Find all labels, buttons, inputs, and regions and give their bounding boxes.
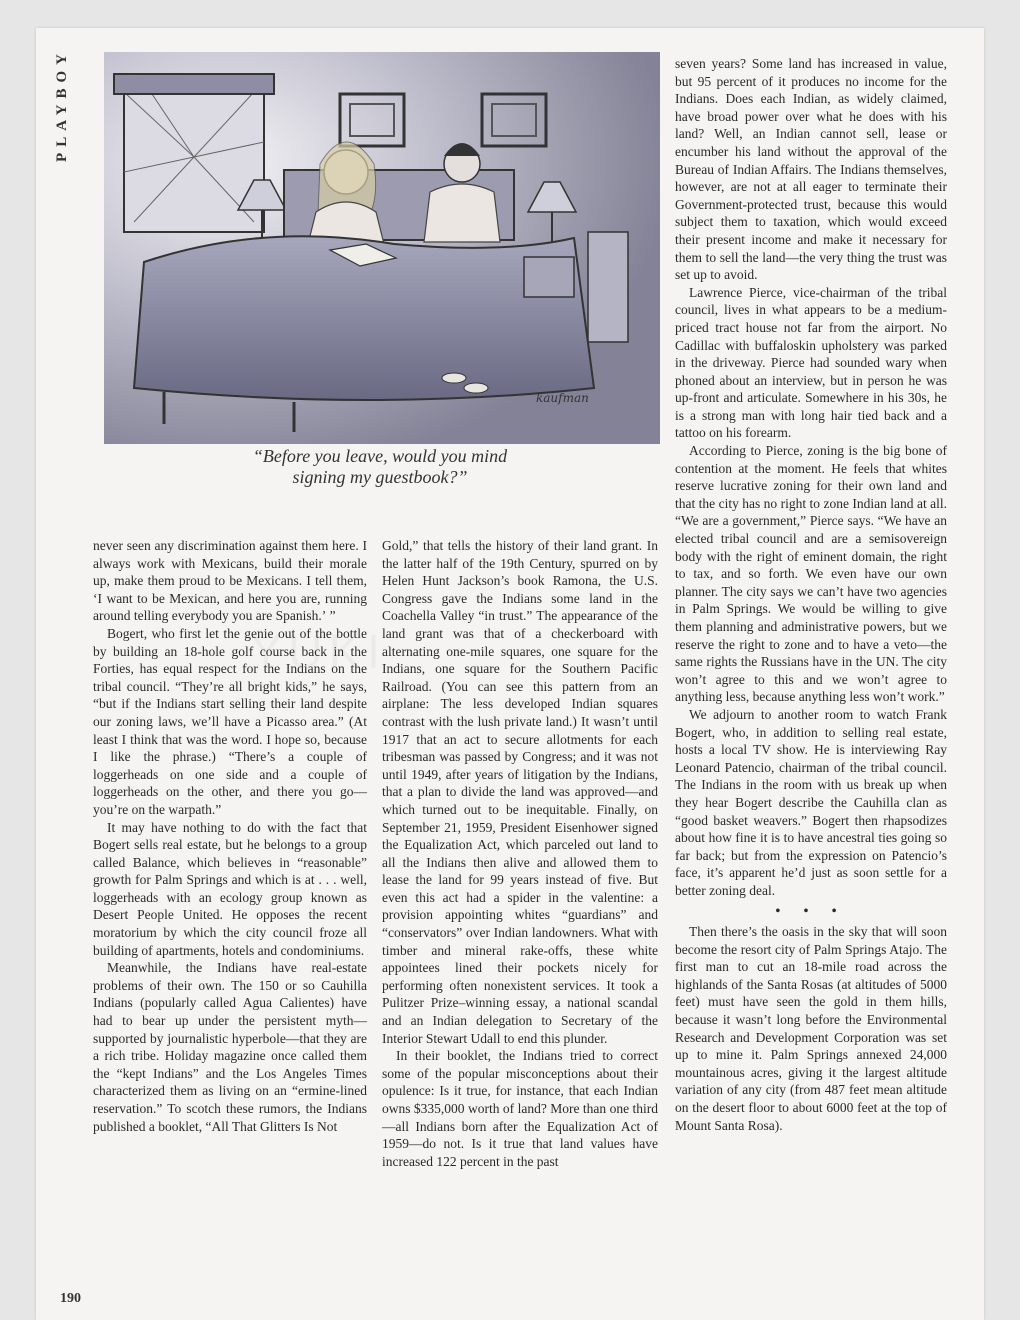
column-2	[382, 537, 658, 1170]
masthead: PLAYBOY	[54, 48, 70, 162]
paragraph: It may have nothing to do with the fact that Bogert sells real estate, but he belongs to a group called Balance, which believes in “reasonable” growth for Palm Springs and which is at . . . well, loggerheads with an ecology group known as Desert People United. He opposes the recent moratorium by which the city council froze all building of apartments, hotels and condominiums.	[93, 819, 367, 958]
paragraph: According to Pierce, zoning is the big bone of contention at the moment. He feels that whites reserve lucrative zoning for their own land and that the city has no right to zone Indian land at all. “We are a government,” Pierce says. “We have an elected tribal council and are a semisovereign body with the right of eminent domain, the right to tax, and so forth. We even have our own planner. The city says we can’t have two agencies in Palm Springs. We would be willing to give them planning and administrative powers, but we reserve the right to zone and to have a veto—the same rights the Russians have in the UN. The city won’t agree to this and we won’t agree to anything less, because anything less won’t work.”	[675, 443, 947, 705]
paragraph: Bogert, who first let the genie out of the bottle by building an 18-hole golf course back in the Forties, has equal respect for the Indians on the tribal council. “They’re all bright kids,” he says, “but if the Indians start selling their land despite our zoning laws, we’ll have a Picasso area.” (At least I think that was the word. I hope so, because I like the phrase.) “There’s a couple of loggerheads on one side and a couple of loggerheads on the other, and there you go—you’re on the warpath.”	[93, 625, 367, 817]
paragraph: never seen any discrimination against them here. I always work with Mexicans, build their morale up, make them proud to be Mexicans. I tell them, ‘I want to be Mexican, and here you are, running around telling everybody you are Spanish.’ ”	[93, 538, 367, 624]
paragraph: Gold,” that tells the history of their land grant. In the latter half of the 19th Century, spurred on by Helen Hunt Jackson’s book Ramona, the U.S. Congress gave the Indians some land in the Coachella Valley “in trust.” The appearance of the land grant was that of a checkerboard with alternating one-mile squares, one square for the Indians, one square for the Southern Pacific Railroad. (You can see this pattern from an airplane: The less developed Indian squares contrast with the lush private land.) It wasn’t until 1917 that an act to secure allotments for each tribesman was passed by Congress; and it was not until 1949, after years of litigation by the Indians, that a plan to divide the land was approved—and which turned out to be inequitable. Finally, on September 21, 1959, President Eisenhower signed the Equalization Act, which parceled out land to all the Indians then alive and allowed them to lease the land for 99 years instead of five. But even this act had a spider in the valentine: a provision appointing whites “guardians” and “conservators” over Indian landowners. What with timber and mineral rake-offs, these white appointees lined their pockets nicely for performing often nonexistent services. It took a Pulitzer Prize–winning essay, a national scandal and an Indian delegation to Secretary of the Interior Stewart Udall to end this plunder.	[382, 538, 658, 1046]
caption-line-2: signing my guestbook?”	[292, 467, 468, 487]
paragraph: Lawrence Pierce, vice-chairman of the tribal council, lives in what appears to be a medium-priced tract house not far from the airport. No Cadillac with buffaloskin upholstery was parked in the driveway. Pierce had sounded wary when phoned about an interview, but in person he was up-front and articulate. Somewhere in his 30s, he is a strong man with long hair tied back and a tattoo on his forearm.	[675, 284, 947, 441]
paragraph: Then there’s the oasis in the sky that will soon become the resort city of Palm Springs Atajo. The first man to cut an 18-mile road across the highlands of the Santa Rosas (at altitudes of 5000 feet) must have seen the gold in them hills, because it wasn’t long before the Environmental Research and Development Corporation was set up to mine it. Palm Springs annexed 24,000 mountainous acres, giving it the largest altitude variation of any city (from 487 feet mean altitude on the desert floor to about 6000 feet at the top of Mount Santa Rosa).	[675, 924, 947, 1133]
paragraph: seven years? Some land has increased in value, but 95 percent of it produces no income for the Indians. Does each Indian, as widely claimed, have broad power over what he does with his land? Well, an Indian cannot sell, lease or encumber his land without the approval of the Bureau of Indian Affairs. The Indians themselves, however, are not at all eager to terminate their Government-protected trust, because this would subject them to taxation, which would exceed their present income and make it necessary for them to sell the land—the very thing the trust was set up to avoid.	[675, 56, 947, 283]
column-3	[675, 55, 947, 1134]
page-number: 190	[60, 1291, 81, 1306]
caption-line-1: “Before you leave, would you mind	[252, 446, 508, 466]
cartoon-illustration	[104, 52, 660, 444]
paragraph: We adjourn to another room to watch Frank Bogert, who, in addition to selling real estate, hosts a local TV show. He is interviewing Ray Leonard Patencio, chairman of the tribal council. The Indians in the room with us break up when they hear Bogert describe the Cauhilla clan as “good basket weavers.” Bogert then rhapsodizes about how fine it is to have ancestral ties going so far back; but from the expression on Patencio’s face, it’s apparent he’d just as soon settle for a better zoning deal.	[675, 706, 947, 898]
column-1	[93, 537, 367, 1135]
section-break: • • •	[775, 902, 847, 918]
paragraph: Meanwhile, the Indians have real-estate problems of their own. The 150 or so Cauhilla Indians (popularly called Agua Calientes) have had to bear up under the persistent myth—supported by journalistic hyperbole—that they are a rich tribe. Holiday magazine once called them the “kept Indians” and the Los Angeles Times characterized them as living on an “ermine-lined reservation.” To scotch these rumors, the Indians published a booklet, “All That Glitters Is Not	[93, 960, 367, 1134]
cartoon-caption	[150, 446, 610, 488]
paragraph: In their booklet, the Indians tried to correct some of the popular misconceptions about their opulence: Is it true, for instance, that each Indian owns $335,000 worth of land? More than one third—all Indians born after the Equalization Act of 1959—do not. Is it true that land values have increased 122 percent in the past	[382, 1048, 658, 1169]
cartoonist-signature: kaufman	[536, 391, 589, 405]
